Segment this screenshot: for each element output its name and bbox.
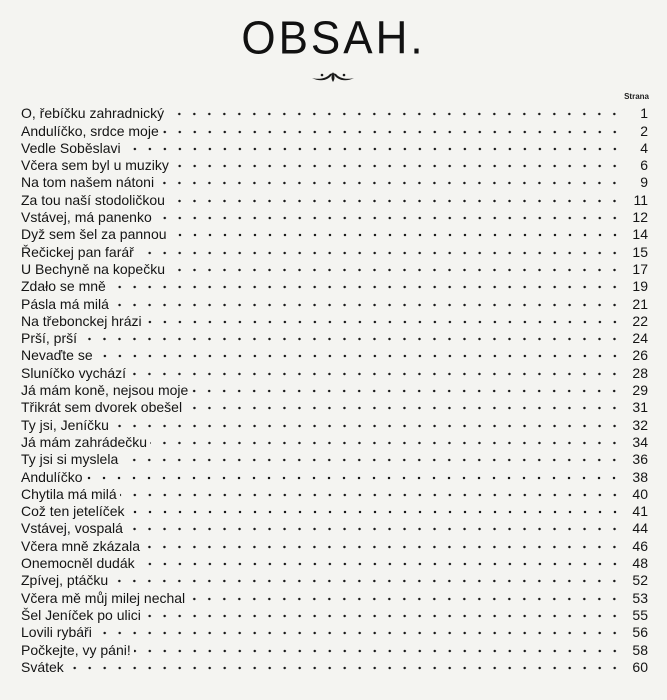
toc-entry-page-number: 28 [632,364,648,381]
toc-entry-page-number: 52 [632,572,648,589]
toc-entry-title: Zdało se mně [21,278,106,295]
toc-entry-page-number: 1 [640,105,648,122]
toc-entry [21,363,648,380]
toc-entry-title: Onemocněl dudák [21,555,135,572]
toc-entry [21,623,648,640]
dot-leader [155,214,622,222]
toc-entry [21,294,648,311]
toc-entry-page-number: 6 [640,157,648,174]
toc-entry [21,242,648,259]
dot-leader [162,128,622,136]
toc-entry [21,156,648,173]
dot-leader [124,145,622,153]
toc-entry-page-number: 26 [632,347,648,364]
toc-entry [21,536,648,553]
toc-entry [21,208,648,225]
toc-entry-title: Lovili rybáři [21,624,92,641]
fleuron-ornament [308,69,358,85]
dot-leader [111,577,622,585]
toc-entry-title: U Bechyně na kopečku [21,260,165,277]
dot-leader [126,525,622,533]
toc-entry-page-number: 17 [632,260,648,277]
dot-leader [191,387,622,395]
toc-entry [21,467,648,484]
toc-entry-title: Já mám koně, nejsou moje [21,382,189,399]
dot-leader [112,301,622,309]
toc-entry-page-number: 40 [632,485,648,502]
dot-leader [67,664,622,672]
toc-entry-page-number: 38 [632,468,648,485]
toc-entry [21,190,648,207]
toc-entry-page-number: 53 [632,589,648,606]
toc-entry-page-number: 41 [632,503,648,520]
toc-entry-page-number: 2 [640,122,648,139]
toc-entry-page-number: 11 [633,191,648,208]
dot-leader [120,491,622,499]
toc-entry [21,329,648,346]
toc-entry-title: Andulíčko, srdce moje [21,122,159,139]
toc-entry-title: Šel Jeníček po ulici [21,606,141,623]
dot-leader [80,335,622,343]
toc-entry [21,381,648,398]
dot-leader [172,162,622,170]
dot-leader [145,318,622,326]
toc-entry-page-number: 19 [632,278,648,295]
toc-entry-title: Sluníčko vychází [21,364,127,381]
toc-entry [21,139,648,156]
toc-entry [21,433,648,450]
toc-entry-title: Řečickej pan farář [21,243,134,260]
page-title: OBSAH. [241,12,426,65]
toc-entry-page-number: 4 [640,139,648,156]
toc-entry-title: Včera mě můj milej nechal [21,589,186,606]
toc-entry [21,519,648,536]
toc-entry-title: Na třebonckej hrázi [21,312,142,329]
toc-entry-title: Zpívej, ptáčku [21,572,109,589]
toc-entry [21,588,648,605]
toc-entry-title: Vstávej, má panenko [21,209,152,226]
toc-entry-title: Vstávej, vospalá [21,520,123,537]
toc-entry-page-number: 31 [632,399,648,416]
toc-entry-page-number: 48 [632,555,648,572]
toc-entry-title: Vedle Soběslavi [21,139,121,156]
dot-leader [129,370,622,378]
toc-entry-title: Včera sem byl u muziky [21,157,169,174]
dot-leader [85,474,622,482]
dot-leader [138,560,622,568]
toc-entry [21,225,648,242]
toc-entry [21,277,648,294]
toc-entry-page-number: 24 [632,330,648,347]
toc-entry [21,415,648,432]
toc-entry-title: Já mám zahrádečku [21,433,148,450]
toc-entry-page-number: 56 [632,624,648,641]
toc-entry-title: Za tou naší stodoličkou [21,191,165,208]
toc-entry-page-number: 60 [632,658,648,675]
toc-entry [21,554,648,571]
toc-entry-title: Pásla má milá [21,295,109,312]
toc-entry [21,571,648,588]
toc-entry [21,312,648,329]
dot-leader [95,629,622,637]
dot-leader [144,612,622,620]
toc-entry [21,346,648,363]
toc-entry-title: Ty jsi si myslela [21,451,119,468]
toc-entry-title: Na tom našem nátoni [21,174,155,191]
dot-leader [121,456,622,464]
toc-entry-title: Svátek [21,658,64,675]
dot-leader [112,422,622,430]
toc-entry [21,485,648,502]
toc-entry [21,104,648,121]
toc-entry-title: Počkejte, vy páni! [21,641,131,658]
toc-entry-title: Což ten jetelíček [21,503,125,520]
toc-entry-title: Prší, prší [21,330,78,347]
dot-leader [137,249,622,257]
toc-entry [21,260,648,277]
toc-entry-title: O, řebíčku zahradnický [21,105,165,122]
toc-entry-page-number: 21 [632,295,648,312]
toc-entry [21,502,648,519]
dot-leader [134,647,622,655]
toc-entry-title: Třikrát sem dvorek obešel [21,399,183,416]
toc-entry [21,450,648,467]
toc-entry-page-number: 55 [632,606,648,623]
toc-entry-page-number: 15 [632,243,648,260]
dot-leader [109,283,622,291]
dot-leader [185,404,622,412]
toc-entry [21,173,648,190]
toc-entry-page-number: 36 [632,451,648,468]
dot-leader [96,352,622,360]
toc-entry-title: Chytila má milá [21,485,117,502]
dot-leader [168,266,622,274]
toc-entry-page-number: 14 [632,226,648,243]
toc-entry [21,398,648,415]
toc-entry-page-number: 58 [632,641,648,658]
toc-entry-page-number: 34 [632,433,648,450]
dot-leader [143,543,622,551]
dot-leader [150,439,622,447]
toc-entry [21,606,648,623]
toc-entry-page-number: 32 [632,416,648,433]
dot-leader [157,179,622,187]
toc-entry-page-number: 46 [632,537,648,554]
dot-leader [170,231,622,239]
page-column-header: Strana [624,92,649,101]
table-of-contents [21,104,648,675]
toc-entry-page-number: 29 [632,382,648,399]
toc-entry-page-number: 9 [640,174,648,191]
toc-entry-title: Andulíčko [21,468,83,485]
toc-entry [21,121,648,138]
toc-entry-page-number: 44 [632,520,648,537]
toc-entry-title: Dyž sem šel za pannou [21,226,167,243]
toc-entry-title: Včera mně zkázala [21,537,141,554]
toc-entry-title: Nevaďte se [21,347,93,364]
toc-entry-page-number: 22 [632,312,648,329]
toc-entry-title: Ty jsi, Jeníčku [21,416,109,433]
toc-entry [21,658,648,675]
toc-entry-page-number: 12 [632,209,648,226]
toc-entry [21,640,648,657]
dot-leader [168,197,622,205]
dot-leader [128,508,623,516]
dot-leader [188,595,622,603]
dot-leader [167,110,622,118]
